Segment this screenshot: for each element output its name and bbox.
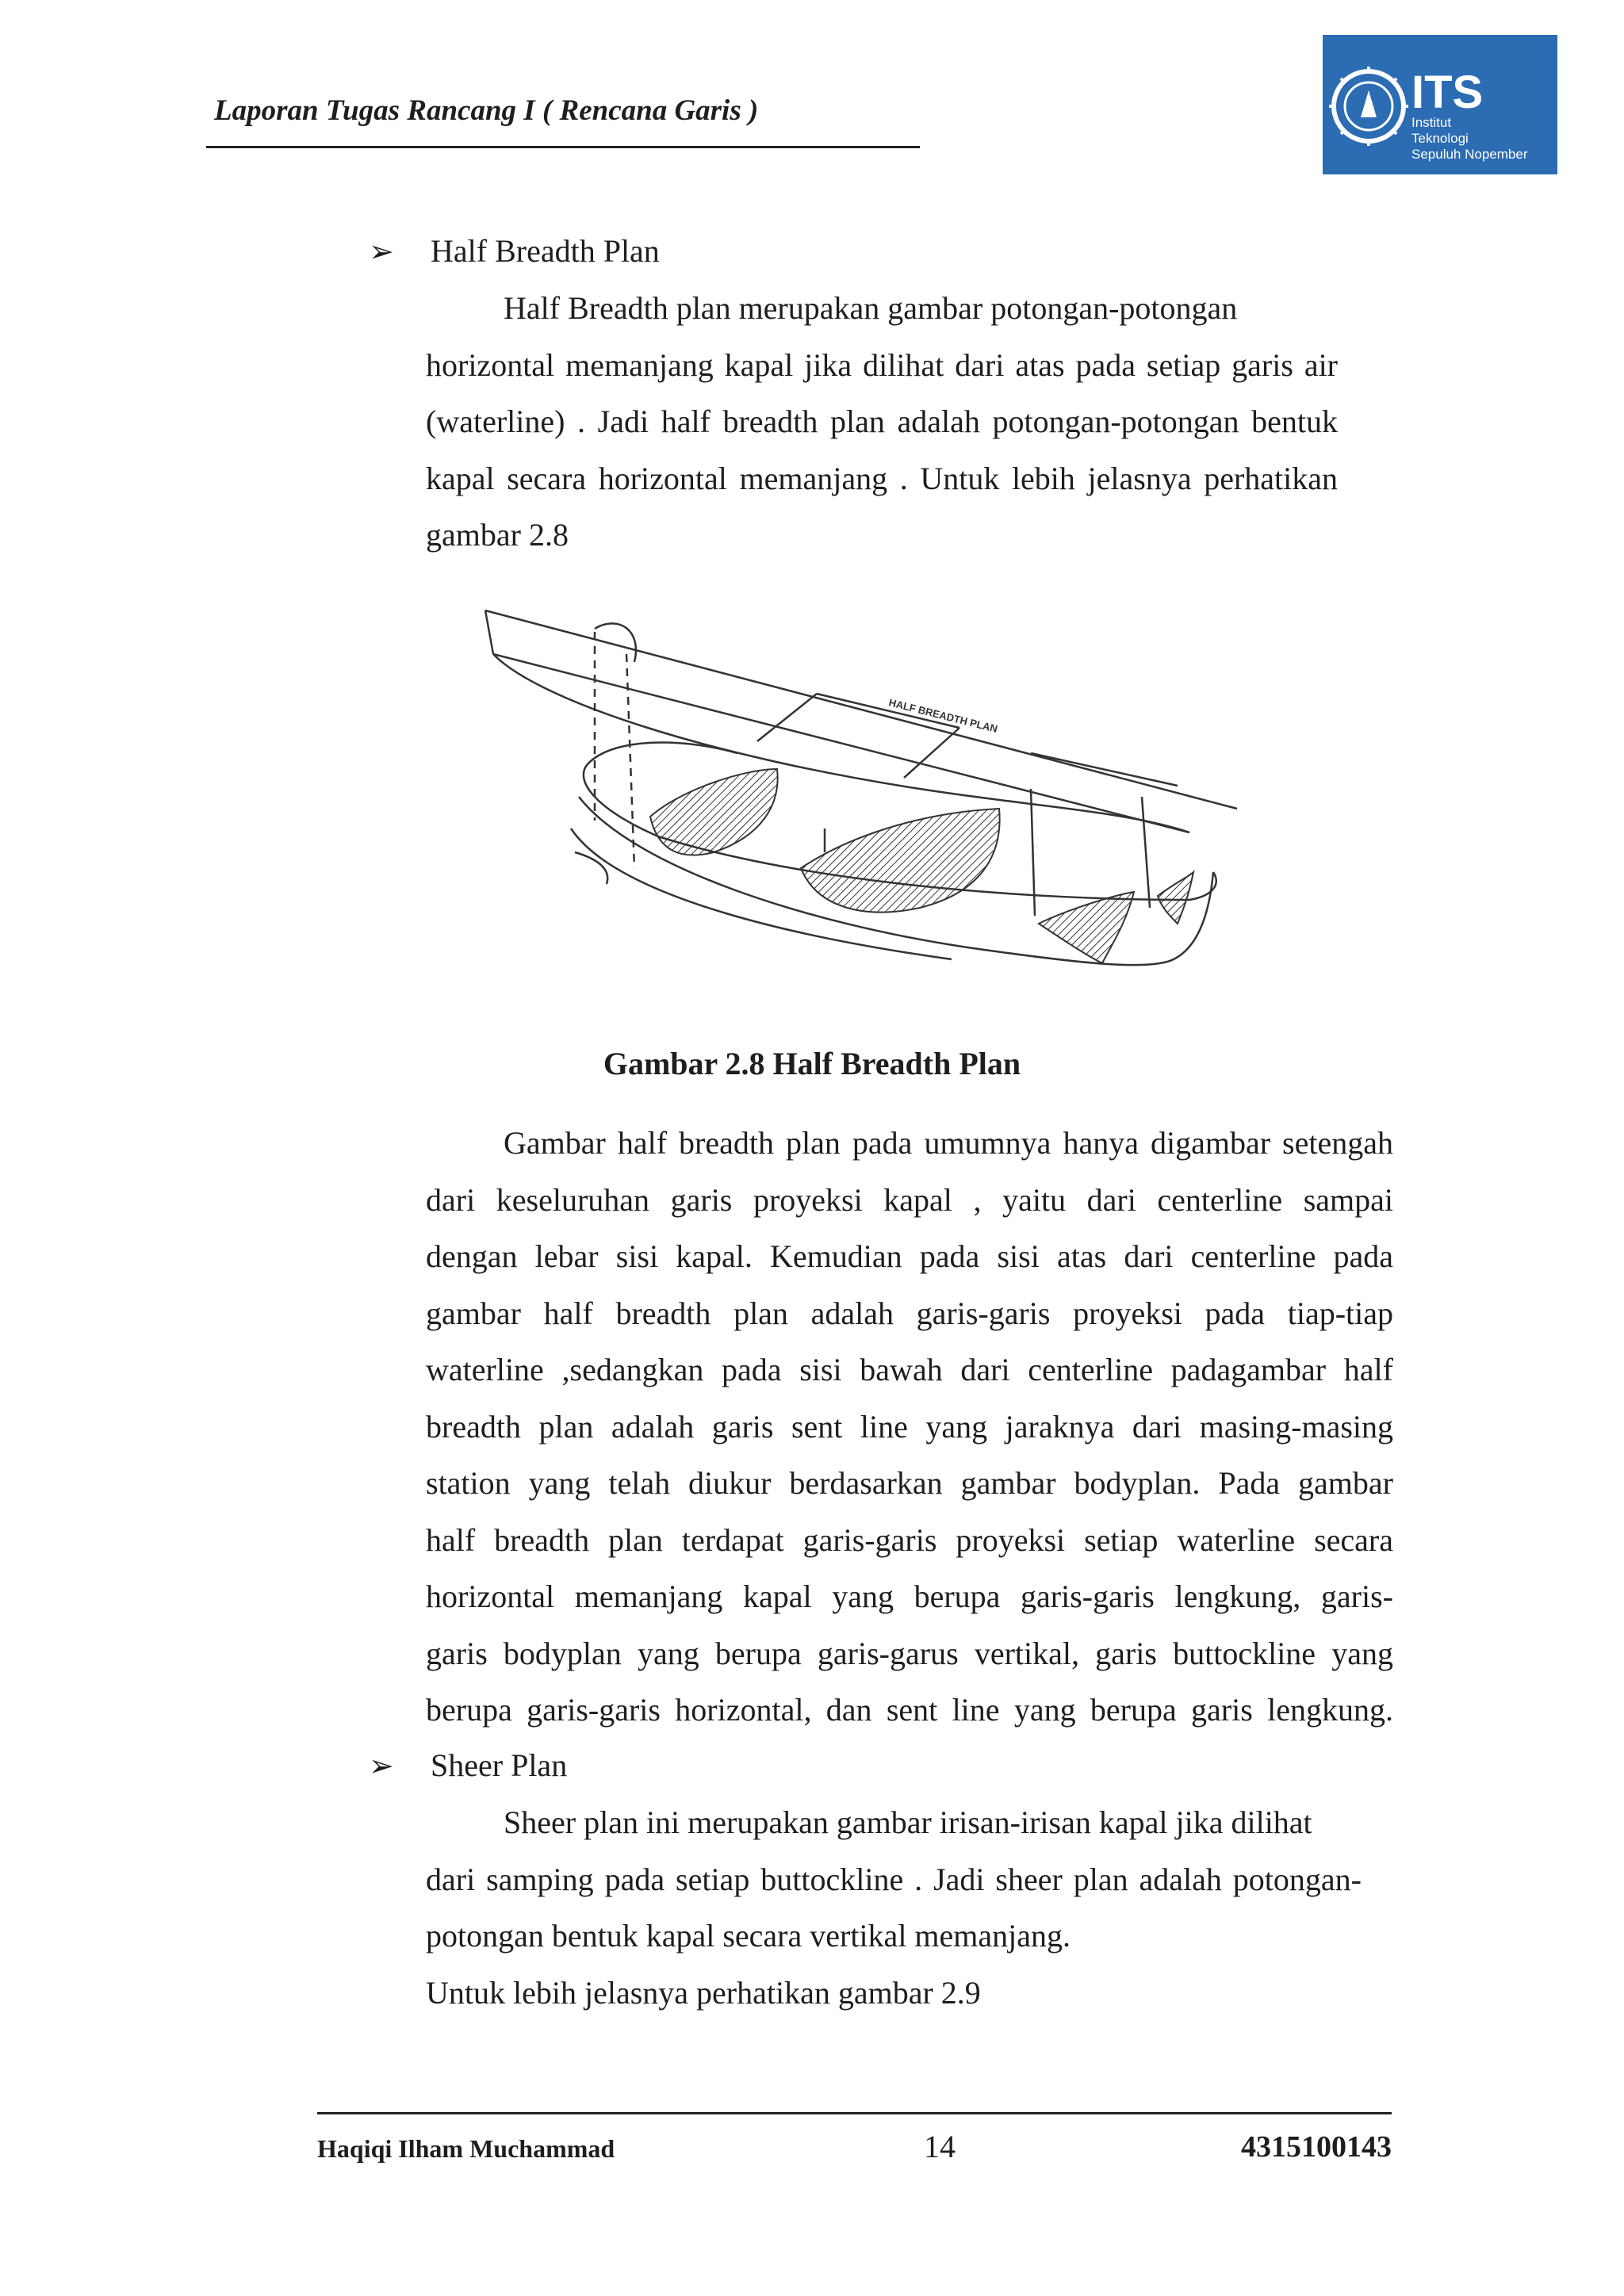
half-breadth-plan-figure [476, 599, 1245, 987]
arrow-bullet-icon: ➢ [369, 234, 394, 269]
half-breadth-detail-paragraph: Gambar half breadth plan pada umumnya hanya digambar setengah dari keseluruhan garis proyeksi kapal , yaitu dari centerline sampai dengan lebar sisi kapal. Kemudian pada sisi atas dari centerline pada gambar half breadth plan adalah garis-garis proyeksi pada tiap-tiap waterline ,sedangkan pada sisi bawah dari centerline padagambar half breadth plan adalah garis sent line yang jaraknya dari masing-masing station yang telah diukur berdasarkan gambar bodyplan. Pada gambar half breadth plan terdapat garis-garis proyeksi setiap waterline secara horizontal memanjang kapal yang berupa garis-garis lengkung, garis- garis bodyplan yang berupa garis-garus vertikal, garis buttockline yang berupa garis-garis horizontal, dan sent line yang berupa garis lengkung. [426, 1125, 1393, 1728]
author-name: Haqiqi Ilham Muchammad [317, 2134, 615, 2163]
svg-text:Sepuluh Nopember: Sepuluh Nopember [1411, 147, 1528, 162]
report-title: Laporan Tugas Rancang I ( Rencana Garis ) [214, 94, 759, 127]
section-heading: Half Breadth Plan [431, 233, 660, 269]
footer-divider [317, 2112, 1392, 2114]
svg-text:Teknologi: Teknologi [1411, 131, 1469, 146]
section-heading: Sheer Plan [431, 1747, 568, 1783]
arrow-bullet-icon: ➢ [369, 1748, 394, 1783]
header-divider [206, 146, 920, 148]
sheer-plan-paragraph: Sheer plan ini merupakan gambar irisan-irisan kapal jika dilihat dari samping pada setiap buttockline . Jadi sheer plan adalah potongan- potongan bentuk kapal secara vertikal memanjang. Untuk lebih jelasnya perhatikan gambar 2.9 [426, 1804, 1362, 2011]
figure-caption: Gambar 2.8 Half Breadth Plan [603, 1046, 1021, 1081]
student-id: 4315100143 [1241, 2130, 1392, 2164]
page-number: 14 [924, 2129, 956, 2164]
half-breadth-intro-paragraph: Half Breadth plan merupakan gambar potongan-potongan horizontal memanjang kapal jika dilihat dari atas pada setiap garis air (waterline) . Jadi half breadth plan adalah potongan-potongan bentuk kapal secara horizontal memanjang . Untuk lebih jelasnya perhatikan gambar 2.8 [426, 290, 1338, 553]
its-logo [1323, 35, 1557, 174]
figure-plane-label: HALF BREADTH PLAN [887, 696, 999, 735]
svg-text:Institut: Institut [1411, 115, 1452, 130]
svg-text:ITS: ITS [1411, 67, 1484, 118]
